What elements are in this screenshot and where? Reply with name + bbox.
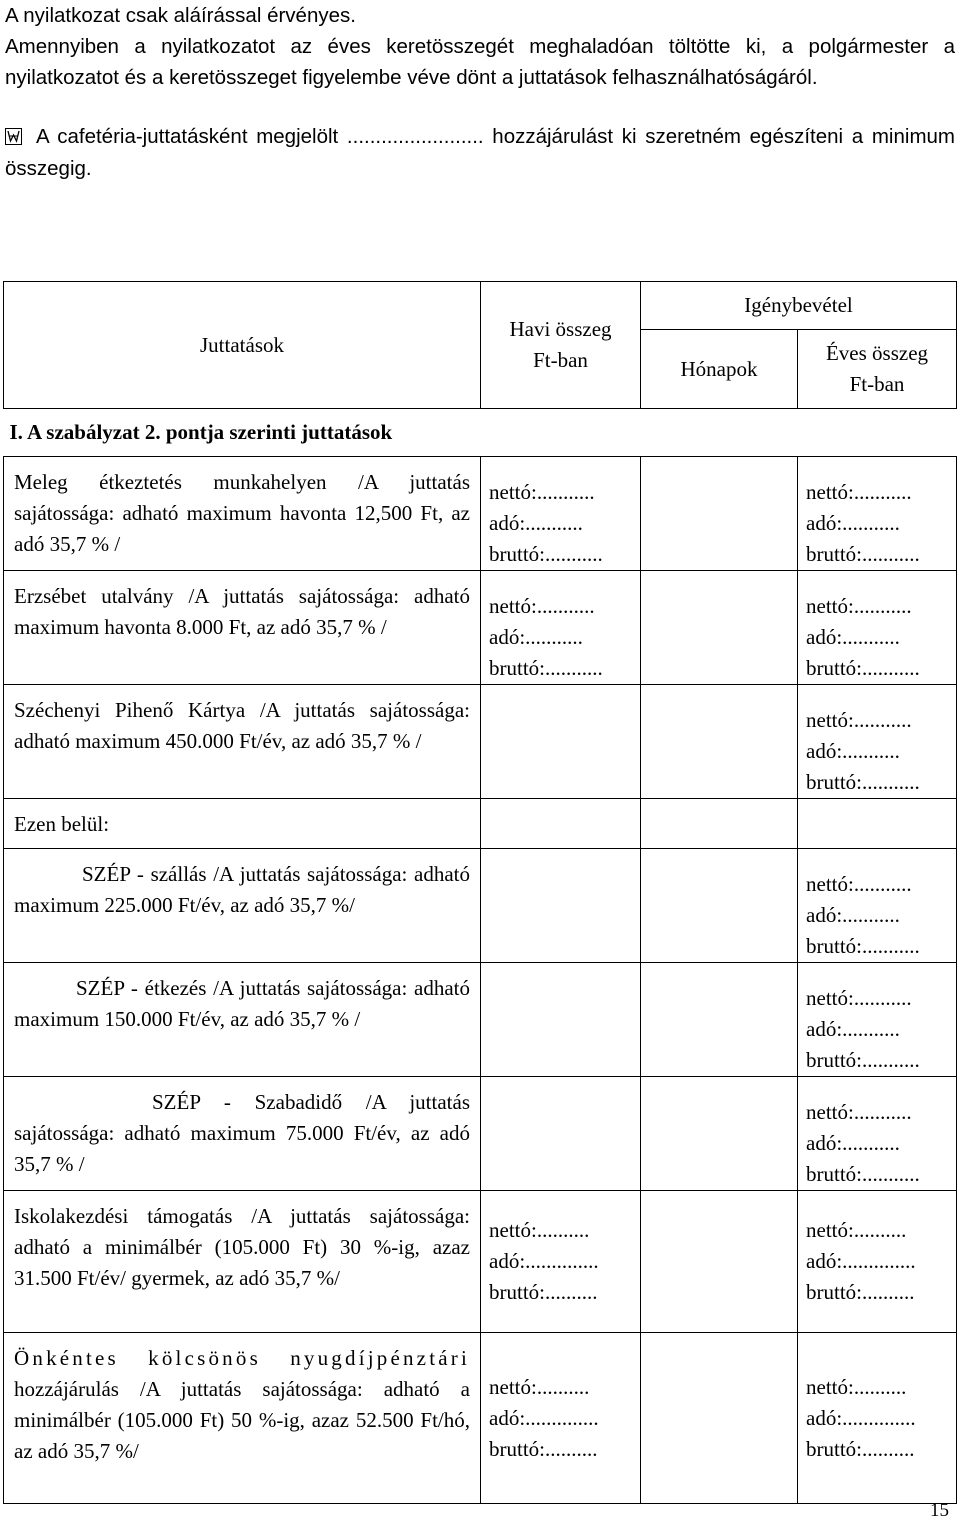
eves-amount[interactable] — [798, 799, 957, 849]
header-honapok: Hónapok — [641, 330, 798, 409]
benefit-iskolakezdesi: Iskolakezdési támogatás /A juttatás sajátossága: adható a minimálbér (105.000 Ft) 30 %-ig, azaz 31.500 Ft/év/ gyermek, az adó 35,7 %/ — [4, 1191, 481, 1333]
eves-amount[interactable]: nettó:........... adó:........... bruttó:........... — [798, 963, 957, 1077]
header-row-1 — [4, 282, 957, 330]
havi-amount[interactable]: nettó:........... adó:........... bruttó:........... — [481, 457, 641, 571]
benefit-szep-etkezes: SZÉP - étkezés /A juttatás sajátossága: adható maximum 150.000 Ft/év, az adó 35,7 % / — [4, 963, 481, 1077]
cafeteria-option — [5, 121, 955, 185]
havi-amount[interactable] — [481, 849, 641, 963]
header-juttatasok: Juttatások — [4, 282, 481, 409]
benefit-szep-kartya: Széchenyi Pihenő Kártya /A juttatás sajátossága: adható maximum 450.000 Ft/év, az adó 35,7 % / — [4, 685, 481, 799]
intro-text — [5, 0, 955, 93]
eves-amount[interactable]: nettó:........... adó:........... bruttó:........... — [798, 1077, 957, 1191]
checkbox-icon[interactable] — [5, 128, 22, 145]
table-row — [4, 1191, 957, 1333]
havi-amount[interactable]: nettó:.......... adó:.............. bruttó:.......... — [481, 1191, 641, 1333]
table-row — [4, 963, 957, 1077]
table-row — [4, 849, 957, 963]
benefits-table — [3, 281, 957, 1504]
cafeteria-text: A cafetéria-juttatásként megjelölt ........................ hozzájárulást ki szeretném egészíteni a minimum összegig. — [5, 125, 955, 180]
honapok-cell[interactable] — [641, 849, 798, 963]
signature-note: A nyilatkozat csak aláírással érvényes. — [5, 4, 356, 27]
table-row — [4, 685, 957, 799]
table-row — [4, 1077, 957, 1191]
honapok-cell[interactable] — [641, 1077, 798, 1191]
honapok-cell[interactable] — [641, 457, 798, 571]
ezen-belul-label: Ezen belül: — [4, 799, 481, 849]
table-row — [4, 799, 957, 849]
eves-amount[interactable]: nettó:........... adó:........... bruttó:........... — [798, 849, 957, 963]
honapok-cell[interactable] — [641, 1191, 798, 1333]
header-igenybevetel: Igénybevétel — [641, 282, 957, 330]
honapok-cell[interactable] — [641, 799, 798, 849]
table-row — [4, 571, 957, 685]
benefit-meleg-etkeztetes: Meleg étkeztetés munkahelyen /A juttatás sajátossága: adható maximum havonta 12,500 Ft, az adó 35,7 % / — [4, 457, 481, 571]
havi-amount[interactable] — [481, 963, 641, 1077]
honapok-cell[interactable] — [641, 571, 798, 685]
eves-amount[interactable]: nettó:.......... adó:.............. bruttó:.......... — [798, 1333, 957, 1504]
havi-amount[interactable] — [481, 1077, 641, 1191]
eves-amount[interactable]: nettó:........... adó:........... bruttó:........... — [798, 685, 957, 799]
benefit-szep-szabadido: SZÉP - Szabadidő /A juttatás sajátossága: adható maximum 75.000 Ft/év, az adó 35,7 % / — [4, 1077, 481, 1191]
table-row — [4, 1333, 957, 1504]
table-row — [4, 457, 957, 571]
havi-amount[interactable]: nettó:........... adó:........... bruttó:........... — [481, 571, 641, 685]
page-number: 15 — [930, 1500, 949, 1521]
havi-amount[interactable]: nettó:.......... adó:.............. bruttó:.......... — [481, 1333, 641, 1504]
benefit-erzsebet: Erzsébet utalvány /A juttatás sajátossága: adható maximum havonta 8.000 Ft, az adó 35,7 % / — [4, 571, 481, 685]
header-eves: Éves összeg Ft-ban — [798, 330, 957, 409]
benefit-nyugdijpenztar: Önkéntes kölcsönös nyugdíjpénztári hozzájárulás /A juttatás sajátossága: adható a minimálbér (105.000 Ft) 50 %-ig, azaz 52.500 Ft/hó, az adó 35,7 %/ — [4, 1333, 481, 1504]
havi-amount[interactable] — [481, 685, 641, 799]
honapok-cell[interactable] — [641, 1333, 798, 1504]
section-row — [4, 409, 957, 457]
section-title: I. A szabályzat 2. pontja szerinti juttatások — [4, 409, 957, 457]
eves-amount[interactable]: nettó:........... adó:........... bruttó:........... — [798, 571, 957, 685]
header-havi: Havi összeg Ft-ban — [481, 282, 641, 409]
honapok-cell[interactable] — [641, 963, 798, 1077]
havi-amount[interactable] — [481, 799, 641, 849]
eves-amount[interactable]: nettó:.......... adó:.............. bruttó:.......... — [798, 1191, 957, 1333]
benefit-szep-szallas: SZÉP - szállás /A juttatás sajátossága: adható maximum 225.000 Ft/év, az adó 35,7 %/ — [4, 849, 481, 963]
overlimit-note: Amennyiben a nyilatkozatot az éves keretösszegét meghaladóan töltötte ki, a polgármester a nyilatkozatot és a keretösszeget figyelembe véve dönt a juttatások felhasználhatóságáról. — [5, 35, 955, 89]
eves-amount[interactable]: nettó:........... adó:........... bruttó:........... — [798, 457, 957, 571]
honapok-cell[interactable] — [641, 685, 798, 799]
